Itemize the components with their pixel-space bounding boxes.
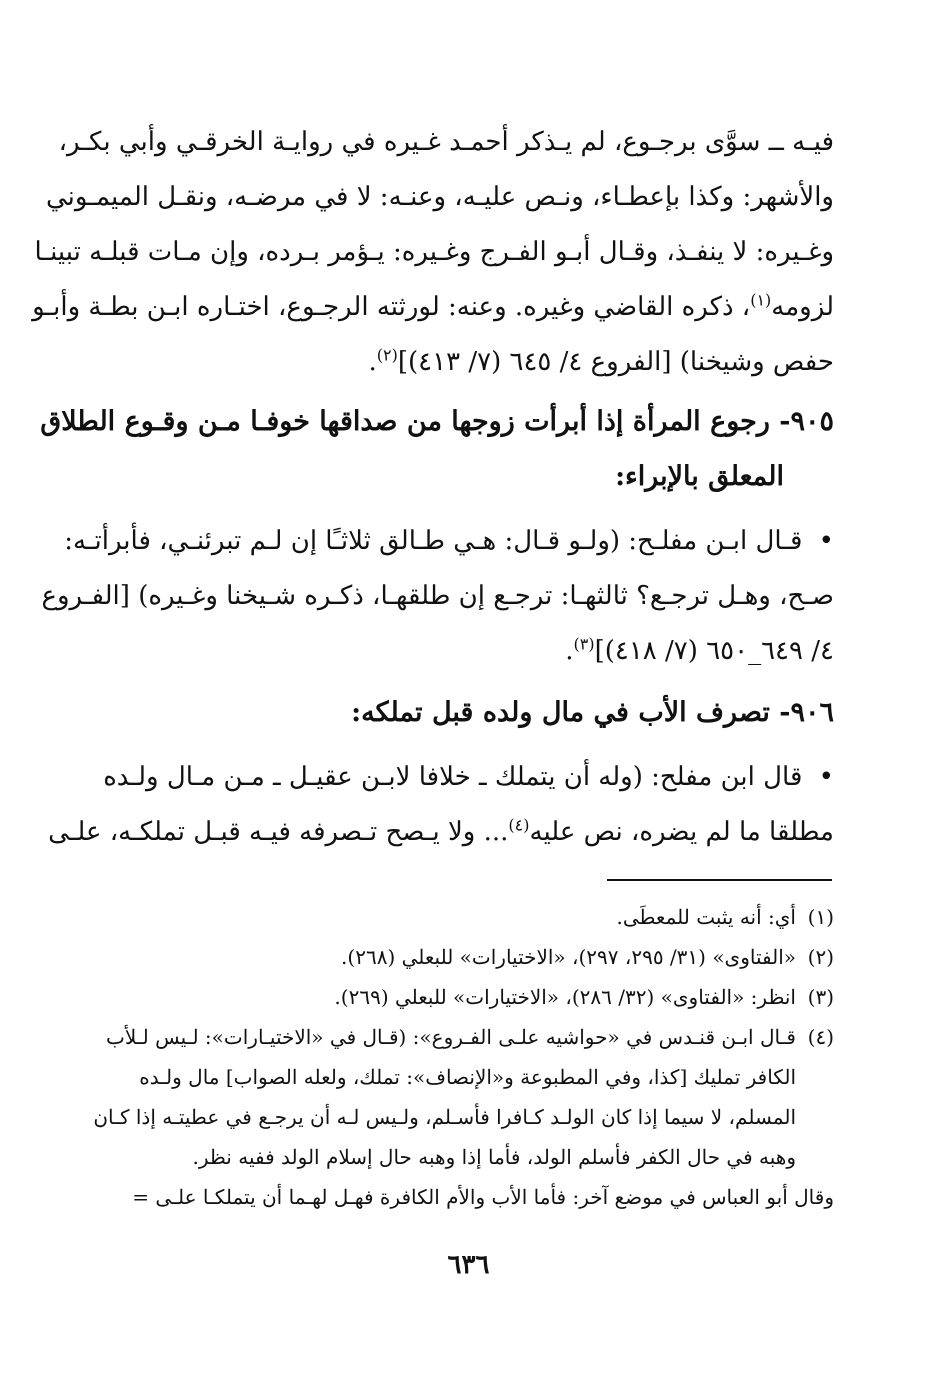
text-run: ، ذكره القاضي وغيره. وعنه: لورثته الرجـوع، اختـاره ابـن بطـة وأبـو <box>32 292 751 322</box>
bullet-icon: • <box>818 762 834 792</box>
text-run: حفص وشيخنا) [الفروع ٤/ ٦٤٥ (٧/ ٤١٣)] <box>397 347 834 377</box>
text-line <box>64 514 834 569</box>
paragraph-1 <box>32 115 834 390</box>
section-905 <box>40 394 834 504</box>
footnote-2 <box>104 937 834 977</box>
footnote-text: انظر: «الفتاوى» (٣٢/ ٢٨٦)، «الاختيارات» للبعلي (٢٦٩). <box>334 985 796 1009</box>
footnotes <box>93 897 834 1217</box>
footnote-ref-2[interactable]: (٢) <box>376 345 398 365</box>
footnote-number: (١) <box>807 905 834 929</box>
section-906 <box>104 685 834 740</box>
main-text <box>32 115 834 860</box>
footnote-text: «الفتاوى» (٣١/ ٢٩٥، ٢٩٧)، «الاختيارات» للبعلي (٢٦٨). <box>341 945 796 969</box>
footnote-4-continuation: وهبه في حال الكفر فأسلم الولد، فأما إذا وهبه حال إسلام الولد ففيه نظر. <box>192 1145 796 1169</box>
footnote-4-continuation: المسلم، لا سيما إذا كان الولـد كـافرا فأسـلم، ولـيس لـه أن يرجـع في عطيتـه إذا كـان <box>93 1105 796 1129</box>
footnote-ref-3[interactable]: (٣) <box>573 634 595 654</box>
bullet-icon: • <box>818 526 834 556</box>
paragraph-906 <box>48 750 834 860</box>
footnote-4 <box>104 1017 834 1057</box>
text-line <box>32 280 834 335</box>
text-run: . <box>368 347 377 377</box>
footnote-1 <box>104 897 834 937</box>
text-run: ... ولا يـصح تـصرفه فيـه قبـل تملكـه، علـى <box>48 817 509 847</box>
text-run: ٤/ ٦٤٩_٦٥٠ (٧/ ٤١٨)] <box>594 636 834 666</box>
footnote-text: قـال ابـن قنـدس في «حواشيه علـى الفـروع»: (قـال في «الاختيـارات»: لـيس لـلأب <box>106 1025 796 1049</box>
footnote-ref-1[interactable]: (١) <box>750 290 772 310</box>
footnote-3 <box>104 977 834 1017</box>
section-heading-cont: المعلق بالإبراء: <box>615 461 784 492</box>
footnote-4-continuation: وقال أبو العباس في موضع آخر: فأما الأب والأم الكافرة فهـل لهـما أن يتملكـا علـى = <box>132 1185 834 1209</box>
footnote-number: (٤) <box>807 1025 834 1049</box>
text-line: والأشهر: وكذا بإعطـاء، ونـص عليـه، وعنـه: لا في مرضـه، ونقـل الميمـوني <box>46 182 834 212</box>
text-line <box>104 335 834 390</box>
text-run: قـال ابـن مفلـح: (ولـو قـال: هـي طـالق ثلاثـًا إن لـم تبرئنـي، فأبرأتـه: <box>64 526 803 556</box>
page-number: ٦٣٦ <box>447 1250 490 1280</box>
footnote-number: (٢) <box>807 945 834 969</box>
footnote-4-continuation: الكافر تمليك [كذا، وفي المطبوعة و«الإنصاف»: تملك، ولعله الصواب] مال ولـده <box>139 1065 796 1089</box>
section-heading: ٩٠٦- تصرف الأب في مال ولده قبل تملكه: <box>351 697 834 728</box>
text-line: صـح، وهـل ترجـع؟ ثالثهـا: ترجـع إن طلقهـا، ذكـره شـيخنا وغـيره) [الفـروع <box>41 581 834 611</box>
section-heading: ٩٠٥- رجوع المرأة إذا أبرأت زوجها من صداقها خوفـا مـن وقـوع الطلاق <box>40 406 834 437</box>
text-run: قال ابن مفلح: (وله أن يتملك ـ خلافا لابـن عقيـل ـ مـن مـال ولـده <box>103 762 803 792</box>
text-line <box>104 750 834 805</box>
footnote-divider <box>607 879 832 881</box>
text-run: . <box>565 636 574 666</box>
text-line <box>48 805 834 860</box>
text-line: فيـه ــ سوَّى برجـوع، لم يـذكر أحمـد غـيره في روايـة الخرقـي وأبي بكـر، <box>58 127 834 157</box>
footnote-ref-4[interactable]: (٤) <box>508 815 530 835</box>
text-run: مطلقا ما لم يضره، نص عليه <box>529 817 834 847</box>
footnote-text: أي: أنه يثبت للمعطَى. <box>616 905 796 929</box>
text-run: لزومه <box>771 292 834 322</box>
text-line <box>104 624 834 679</box>
paragraph-905 <box>41 514 834 679</box>
text-line: وغـيره: لا ينفـذ، وقـال أبـو الفـرج وغـيره: يـؤمر بـرده، وإن مـات قبلـه تبينـا <box>34 237 834 267</box>
footnote-number: (٣) <box>807 985 834 1009</box>
